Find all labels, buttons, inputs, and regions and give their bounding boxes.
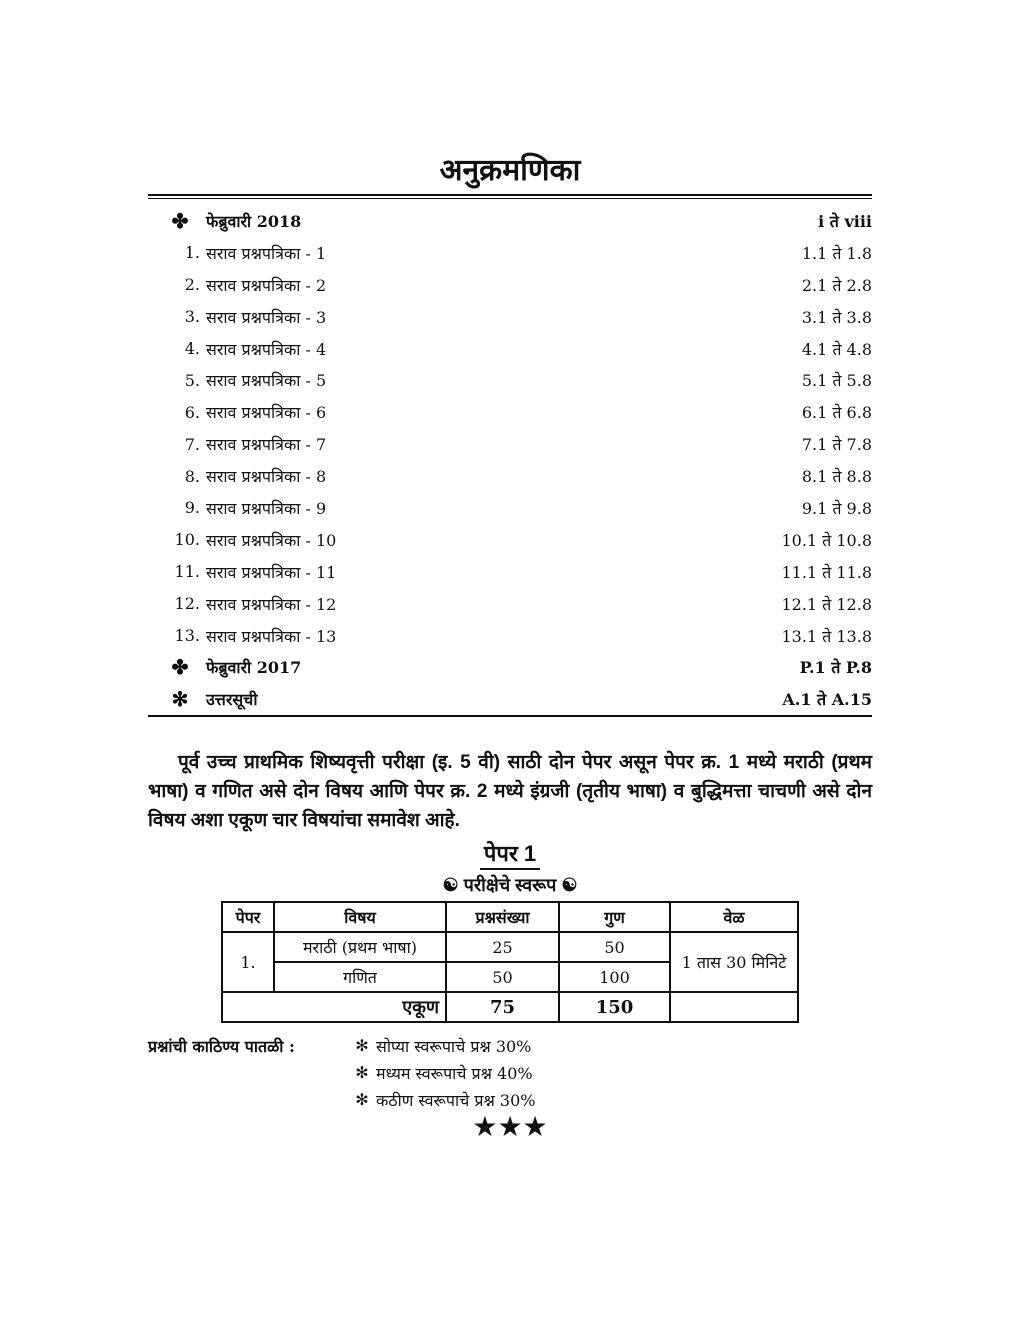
exam-format-heading: ☯ परीक्षेचे स्वरूप ☯: [442, 875, 578, 895]
paper-heading-text: पेपर 1: [480, 841, 540, 870]
toc-row: [148, 620, 872, 652]
toc-number: 9.: [184, 498, 200, 518]
title-rule-top: [148, 194, 872, 196]
toc-label: सराव प्रश्नपत्रिका - 4: [206, 339, 327, 359]
intro-paragraph: पूर्व उच्च प्राथमिक शिष्यवृत्ती परीक्षा (इ. 5 वी) साठी दोन पेपर असून पेपर क्र. 1 मध्ये मराठी (प्रथम भाषा) व गणित असे दोन विषय आणि पेपर क्र. 2 मध्ये इंग्रजी (तृतीय भाषा) व बुद्धिमत्ता चाचणी असे दोन विषय अशा एकूण चार विषयांचा समावेश आहे.: [148, 752, 872, 831]
header-time: वेळ: [670, 902, 798, 932]
toc-label: सराव प्रश्नपत्रिका - 11: [206, 562, 337, 582]
page-title: अनुक्रमणिका: [439, 153, 581, 188]
table-of-contents: [148, 205, 872, 715]
total-time-empty: [670, 992, 798, 1022]
toc-number: ✤: [171, 208, 189, 233]
toc-pages: 9.1 ते 9.8: [801, 498, 872, 518]
table-header-row: [222, 902, 798, 932]
toc-label: सराव प्रश्नपत्रिका - 6: [206, 403, 327, 423]
toc-row: [148, 492, 872, 524]
toc-pages: 13.1 ते 13.8: [781, 626, 872, 646]
toc-number: 7.: [184, 434, 200, 454]
toc-number: 11.: [174, 562, 200, 582]
toc-label: सराव प्रश्नपत्रिका - 2: [206, 275, 327, 295]
toc-pages: 4.1 ते 4.8: [801, 339, 872, 359]
toc-number: 13.: [174, 626, 200, 646]
toc-label: उत्तरसूची: [206, 690, 258, 710]
toc-number: 3.: [184, 307, 200, 327]
total-questions: 75: [446, 992, 559, 1022]
toc-label: सराव प्रश्नपत्रिका - 1: [206, 243, 327, 263]
toc-label: सराव प्रश्नपत्रिका - 3: [206, 307, 327, 327]
toc-number: 4.: [184, 339, 200, 358]
toc-label: सराव प्रश्नपत्रिका - 10: [206, 530, 337, 550]
toc-number: 1.: [184, 243, 200, 263]
toc-pages: P.1 ते P.8: [799, 658, 872, 678]
marks: 100: [559, 962, 670, 992]
toc-number: ✤: [171, 655, 189, 680]
toc-label: सराव प्रश्नपत्रिका - 13: [206, 626, 337, 646]
toc-row: [148, 556, 872, 588]
toc-bottom-rule: [148, 715, 872, 717]
toc-row: [148, 588, 872, 620]
toc-label: सराव प्रश्नपत्रिका - 12: [206, 594, 337, 614]
total-row: [222, 992, 798, 1022]
bullet-icon: ✻: [355, 1063, 369, 1082]
difficulty-item: मध्यम स्वरूपाचे प्रश्न 40%: [376, 1063, 533, 1083]
bullet-icon: ✻: [355, 1090, 369, 1109]
difficulty-heading: प्रश्नांची काठिण्य पातळी :: [148, 1036, 295, 1056]
toc-pages: 2.1 ते 2.8: [801, 275, 872, 295]
time: 1 तास 30 मिनिटे: [670, 932, 798, 992]
paper-number: 1.: [222, 932, 274, 992]
toc-row: [148, 301, 872, 333]
table-row: [222, 932, 798, 962]
toc-row: [148, 524, 872, 556]
exam-format-table: [221, 901, 799, 1023]
questions: 25: [446, 932, 559, 962]
toc-pages: 12.1 ते 12.8: [781, 594, 872, 614]
toc-pages: i ते viii: [818, 211, 872, 231]
toc-label: सराव प्रश्नपत्रिका - 8: [206, 467, 327, 487]
difficulty-levels: [148, 1032, 535, 1113]
toc-number: 12.: [174, 594, 200, 614]
difficulty-item: कठीण स्वरूपाचे प्रश्न 30%: [376, 1090, 536, 1110]
toc-pages: 7.1 ते 7.8: [801, 435, 872, 455]
toc-pages: A.1 ते A.15: [782, 690, 872, 710]
total-marks: 150: [559, 992, 670, 1022]
toc-row: [148, 651, 872, 683]
toc-row: [148, 428, 872, 460]
toc-label: सराव प्रश्नपत्रिका - 9: [206, 498, 327, 518]
toc-pages: 3.1 ते 3.8: [801, 307, 872, 327]
header-questions: प्रश्नसंख्या: [446, 902, 559, 932]
bullet-icon: ✻: [355, 1036, 369, 1055]
toc-pages: 6.1 ते 6.8: [801, 403, 872, 423]
header-paper: पेपर: [222, 902, 274, 932]
toc-row: [148, 269, 872, 301]
toc-row: [148, 364, 872, 396]
header-marks: गुण: [559, 902, 670, 932]
toc-pages: 10.1 ते 10.8: [781, 530, 872, 550]
toc-number: 8.: [184, 466, 200, 486]
subject: गणित: [274, 962, 446, 992]
toc-label: फेब्रुवारी 2017: [206, 658, 302, 678]
questions: 50: [446, 962, 559, 992]
marks: 50: [559, 932, 670, 962]
toc-pages: 11.1 ते 11.8: [781, 562, 872, 582]
toc-row: [148, 460, 872, 492]
toc-row: [148, 683, 872, 715]
toc-row: [148, 237, 872, 269]
title-rule-bottom: [148, 198, 872, 199]
header-subject: विषय: [274, 902, 446, 932]
toc-row: [148, 205, 872, 237]
subject: मराठी (प्रथम भाषा): [274, 932, 446, 962]
toc-number: 2.: [184, 275, 200, 295]
toc-number: ✻: [171, 687, 189, 712]
stars-icon: ★★★: [472, 1110, 548, 1143]
toc-number: 10.: [174, 530, 200, 550]
difficulty-item: सोप्या स्वरूपाचे प्रश्न 30%: [376, 1036, 532, 1056]
toc-pages: 5.1 ते 5.8: [801, 371, 872, 391]
toc-number: 6.: [184, 402, 200, 422]
toc-number: 5.: [184, 370, 200, 390]
toc-label: फेब्रुवारी 2018: [206, 211, 302, 231]
toc-pages: 1.1 ते 1.8: [801, 243, 872, 263]
toc-row: [148, 333, 872, 365]
toc-label: सराव प्रश्नपत्रिका - 7: [206, 435, 327, 455]
toc-pages: 8.1 ते 8.8: [801, 467, 872, 487]
total-label: एकूण: [222, 992, 446, 1022]
toc-label: सराव प्रश्नपत्रिका - 5: [206, 371, 327, 391]
toc-row: [148, 396, 872, 428]
paper-heading: [0, 838, 1020, 868]
